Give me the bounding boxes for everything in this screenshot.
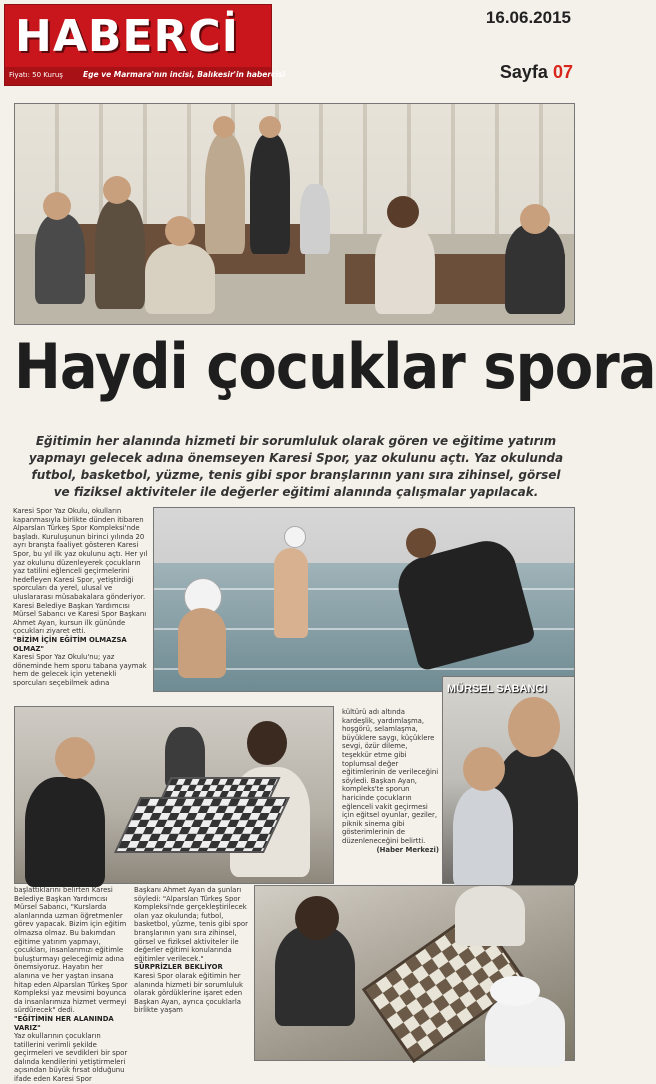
photo-child-head	[295, 896, 339, 940]
article-headline: Haydi çocuklar spora	[14, 331, 656, 404]
publication-date: 16.06.2015	[485, 8, 571, 27]
photo-child-head	[103, 176, 131, 204]
photo-child	[35, 214, 85, 304]
photo-child	[275, 926, 355, 1026]
swim-cap	[284, 526, 306, 548]
photo-child-head	[463, 747, 505, 791]
page-number	[500, 62, 573, 83]
photo-child	[453, 787, 513, 887]
article-column-2	[342, 708, 439, 854]
chess-board	[114, 797, 290, 853]
photo-adult	[205, 134, 245, 254]
subheading: "EĞİTİMİN HER ALANINDA VARIZ"	[14, 1014, 114, 1032]
chess-class-photo	[14, 706, 334, 884]
paragraph: Karesi Spor Yaz Okulu, okulların kapanmasıyla birlikte dünden itibaren Alparslan Türkeş Spor Kompleksi'nde başladı. Kuruluşunun birinci yılında 20 ayrı branşta faaliyet gösteren Karesi Spor, bu yıl ilk yaz okulunu açtı. Her yıl yaz okulunu düzenleyerek çocukların yaz tatilini eğlenceli geçirmelerini hedefleyen Karesi Spor, yetiştirdiği sporcuları da yerel, ulusal ve uluslararası müsabakalara gönderiyor. Karesi Belediye Başkan Yardımcısı Mürsel Sabancı ve Karesi Spor Başkanı Ahmet Ayan, kursun ilk gününde çocukları ziyaret etti.	[13, 507, 148, 636]
instructor-head	[406, 528, 436, 558]
swimming-pool-photo	[153, 507, 575, 692]
photo-child	[95, 199, 145, 309]
newspaper-masthead	[4, 4, 286, 86]
photo-caption-name: MÜRSEL SABANCI	[447, 683, 547, 695]
subheading: SÜRPRİZLER BEKLİYOR	[134, 963, 223, 972]
article-column-3	[14, 886, 129, 1084]
newspaper-logo: HABERCİ	[15, 11, 240, 62]
masthead-tagline: Ege ve Marmara'nın incisi, Balıkesir'in habercisi	[83, 70, 286, 79]
photo-swimmer	[178, 608, 226, 678]
photo-child	[455, 886, 525, 946]
photo-child-head	[247, 721, 287, 765]
paragraph: Başkanı Ahmet Ayan da şunları söyledi: "Alparslan Türkeş Spor Kompleksi'nde gerçekleştirilecek olan yaz okulunda; futbol, basketbol, yüzme, tenis gibi spor branşlarının yanı sıra zihinsel, görsel ve fiziksel aktiviteler ile değerler eğitimi konularında eğitimler verilecek."	[134, 886, 248, 963]
photo-child-head	[490, 976, 540, 1006]
board-game-photo	[254, 885, 575, 1061]
article-column-4	[134, 886, 251, 1015]
paragraph: başlattıklarını belirten Karesi Belediye Başkan Yardımcısı Mürsel Sabancı, "Kurslarda alanlarında uzman öğretmenler görev yapacak. Bizim için eğitim olmazsa olmaz. Bu bakımdan eğitime yatırım yapmayı, çocukları, insanlarımızı eğitimle buluşturmayı geleceğimiz adına önemsiyoruz. Hayatın her alanına ve her yaştan insana hitap eden Alparslan Türkeş Spor Kompleksi yaz mevsimi boyunca da insanlarımıza hizmet vermeyi sürdürecek" dedi.	[14, 886, 128, 1015]
subheading: "BİZİM İÇİN EĞİTİM OLMAZSA OLMAZ"	[13, 635, 127, 653]
photo-child	[375, 224, 435, 314]
photo-child	[485, 996, 565, 1066]
classroom-photo	[14, 103, 575, 325]
tagline-bar	[5, 67, 286, 85]
article-column-1	[13, 507, 150, 687]
paragraph: Karesi Spor olarak eğitimin her alanında hizmeti bir sorumluluk olarak gördüklerine işaret eden Başkan Ayan, ayrıca çocuklarla birlikte yaşam	[134, 971, 244, 1015]
photo-adult	[250, 134, 290, 254]
paragraph: kültürü adı altında kardeşlik, yardımlaşma, hoşgörü, selamlaşma, büyüklere saygı, küçüklere sevgi, özür dileme, teşekkür etme gibi toplumsal değer eğitimlerinin de verileceğini söyledi. Başkan Ayan, kompleks'te sporun haricinde çocukların eğlenceli vakit geçirmesi için eğitsel oyunlar, geziler, piknik sinema gibi gösterimlerinin de düzenleneceğini belirtti.	[342, 708, 439, 845]
photo-child	[25, 777, 105, 887]
photo-child-head	[55, 737, 95, 779]
photo-child-head	[43, 192, 71, 220]
official-portrait-photo	[442, 676, 575, 884]
article-signature: (Haber Merkezi)	[376, 845, 439, 854]
photo-child	[505, 224, 565, 314]
photo-adult-head	[213, 116, 235, 138]
page-label: Sayfa	[499, 62, 548, 82]
photo-child-head	[165, 216, 195, 246]
article-lead: Eğitimin her alanında hizmeti bir sorumluluk olarak gören ve eğitime yatırım yapmayı gelecek adına önemseyen Karesi Spor, yaz okulunu açtı. Yaz okulunda futbol, basketbol, yüzme, tenis gibi spor branşlarının yanı sıra zihinsel, görsel ve fiziksel aktiviteler ile değerler eğitimi alanında çalışmalar yapılacak.	[28, 434, 564, 499]
photo-child-head	[520, 204, 550, 234]
photo-child	[300, 184, 330, 254]
photo-swimmer	[274, 548, 308, 638]
photo-child	[145, 244, 215, 314]
photo-child-head	[387, 196, 419, 228]
photo-official-head	[508, 697, 560, 757]
price-label: Fiyatı: 50 Kuruş	[9, 71, 63, 79]
photo-adult-head	[259, 116, 281, 138]
paragraph: Yaz okullarının çocukların tatillerini verimli şekilde geçirmeleri ve sevdikleri bir spor dalında kendilerini yetiştirmeleri açısından büyük fırsat olduğunu ifade eden Karesi Spor	[14, 1032, 128, 1084]
paragraph: Karesi Spor Yaz Okulu'nu; yaz döneminde hem sporu tabana yaymak hem de gelecek için yetenekli sporcuları seçebilmek adına	[13, 653, 147, 687]
page-number-value: 07	[552, 62, 573, 82]
